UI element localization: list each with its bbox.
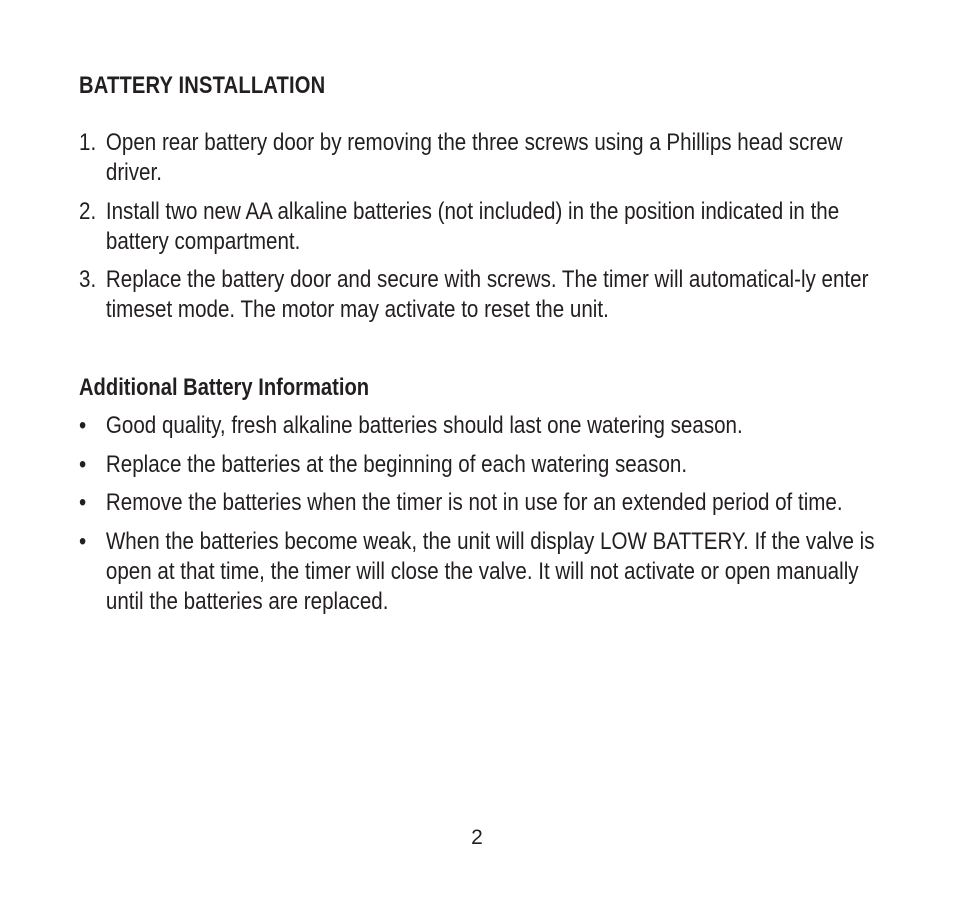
bullet-icon: • xyxy=(79,489,87,516)
step-number: 3. xyxy=(79,266,97,293)
section-title: BATTERY INSTALLATION xyxy=(79,72,326,99)
list-item-text: Good quality, fresh alkaline batteries should last one watering season. xyxy=(105,412,743,439)
list-item xyxy=(79,450,879,480)
installation-steps xyxy=(79,128,879,334)
list-item xyxy=(79,527,879,617)
step-text: Install two new AA alkaline batteries (not included) in the position indicated in the battery compartment. xyxy=(105,197,840,255)
list-item xyxy=(79,411,879,441)
bullet-icon: • xyxy=(79,527,87,555)
list-item xyxy=(79,488,879,518)
page-number: 2 xyxy=(471,826,483,849)
bullet-icon: • xyxy=(79,450,87,478)
battery-info-list xyxy=(79,411,879,625)
step-item xyxy=(79,265,879,325)
list-item-text: Remove the batteries when the timer is not in use for an extended period of time. xyxy=(105,489,843,516)
bullet-icon: • xyxy=(79,412,87,439)
step-item xyxy=(79,197,879,257)
step-item xyxy=(79,128,879,188)
step-number: 2. xyxy=(79,197,97,225)
step-text: Replace the battery door and secure with screws. The timer will automatical-ly enter timeset mode. The motor may activate to reset the unit. xyxy=(105,266,869,323)
step-text: Open rear battery door by removing the three screws using a Phillips head screw driver. xyxy=(105,129,843,186)
step-number: 1. xyxy=(79,129,97,156)
subsection-title: Additional Battery Information xyxy=(79,374,370,401)
list-item-text: Replace the batteries at the beginning of each watering season. xyxy=(105,450,688,478)
list-item-text: When the batteries become weak, the unit will display LOW BATTERY. If the valve is open at that time, the timer will close the valve. It will not activate or open manually until the batteries are replaced. xyxy=(105,527,875,615)
